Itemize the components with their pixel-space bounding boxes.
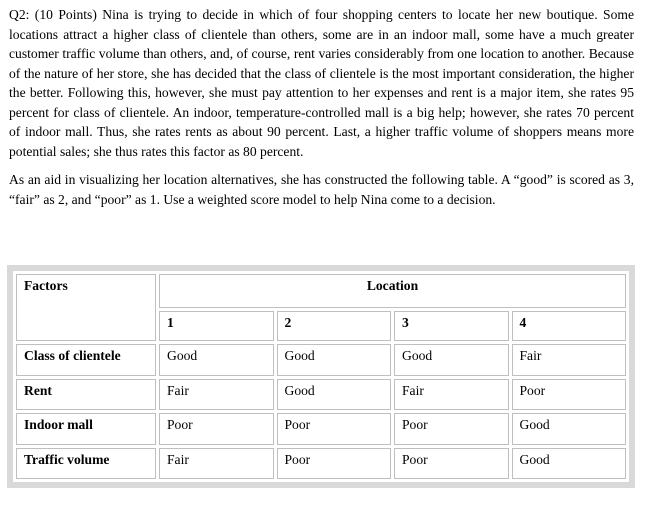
table-cell: Good [512, 448, 627, 480]
location-table [13, 271, 629, 482]
location-2-header: 2 [277, 311, 392, 341]
table-row [16, 448, 626, 480]
table-cell: Poor [277, 448, 392, 480]
table-cell: Poor [277, 413, 392, 445]
location-1-header: 1 [159, 311, 274, 341]
table-cell: Good [159, 344, 274, 376]
table-row [16, 413, 626, 445]
location-4-header: 4 [512, 311, 627, 341]
factor-label: Class of clientele [16, 344, 156, 376]
factor-label: Traffic volume [16, 448, 156, 480]
table-cell: Fair [512, 344, 627, 376]
table-cell: Fair [394, 379, 509, 411]
table-cell: Good [277, 379, 392, 411]
question-paragraph-2: As an aid in visualizing her location alternatives, she has constructed the following table. A “good” is scored as 3, “fair” as 2, and “poor” as 1. Use a weighted score model to help Nina come to a decision. [9, 172, 634, 207]
factors-header: Factors [16, 274, 156, 341]
table-cell: Good [277, 344, 392, 376]
location-3-header: 3 [394, 311, 509, 341]
table-cell: Good [512, 413, 627, 445]
question-text [9, 5, 634, 209]
table-cell: Fair [159, 448, 274, 480]
question-paragraph-1: Q2: (10 Points) Nina is trying to decide in which of four shopping centers to locate her new boutique. Some locations attract a higher class of clientele than others, some are in an indoor mall, some have a much greater customer traffic volume than others, and, of course, rent varies considerably from one location to another. Because of the nature of her store, she has decided that the class of clientele is the most important consideration, the higher the better. Following this, however, she must pay attention to her expenses and rent is a major item, she rates 95 percent for class of clientele. An indoor, temperature-controlled mall is a big help; however, she rates 70 percent of indoor mall. Thus, she rates rents as about 90 percent. Last, a higher traffic volume of shoppers means more potential sales; she thus rates this factor as 80 percent. [9, 7, 634, 159]
table-cell: Poor [512, 379, 627, 411]
table-cell: Poor [159, 413, 274, 445]
location-header: Location [159, 274, 626, 308]
factor-label: Rent [16, 379, 156, 411]
location-table-frame [7, 265, 635, 488]
factor-label: Indoor mall [16, 413, 156, 445]
table-cell: Good [394, 344, 509, 376]
table-row [16, 344, 626, 376]
table-cell: Poor [394, 448, 509, 480]
table-cell: Fair [159, 379, 274, 411]
table-row [16, 379, 626, 411]
table-cell: Poor [394, 413, 509, 445]
